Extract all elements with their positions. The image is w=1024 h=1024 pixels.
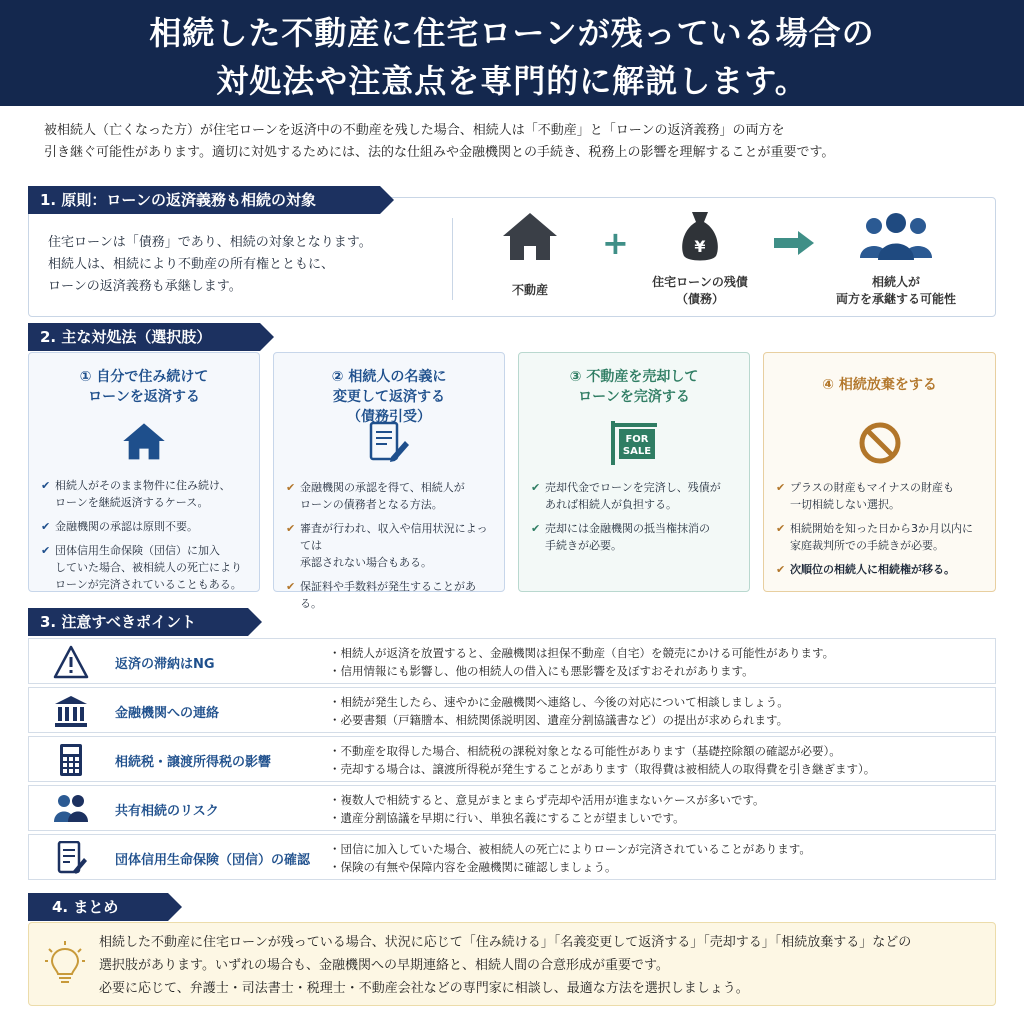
title-line: ローンを完済する	[578, 389, 690, 405]
caution-desc: ・複数人で相続すると、意見がまとまらず売却や活用が進まないケースが多いです。 ・遺産分割協議を早期に行い、単独名義にすることが望ましいです。	[329, 793, 765, 825]
option-card-1	[28, 352, 260, 592]
option-card-2	[273, 352, 505, 610]
list-item: ✔ プラスの財産もマイナスの財産も 一切相続しない選択。	[776, 479, 985, 513]
item-label: 相続人が	[871, 275, 920, 289]
page-title-line-2: 対処法や注意点を専門的に解説します。	[216, 62, 808, 100]
caution-row	[28, 638, 996, 684]
caution-row	[28, 834, 996, 880]
option-points	[41, 477, 249, 600]
intro-line: 被相続人（亡くなった方）が住宅ローンを返済中の不動産を残した場合、相続人は「不動産」と「ローンの返済義務」の両方を	[44, 123, 785, 138]
section3-heading: 3. 注意すべきポイント	[28, 608, 248, 636]
section1-divider	[452, 218, 453, 300]
caution-desc: ・団信に加入していた場合、被相続人の死亡によりローンが完済されていることがあります。 ・保険の有無や保障内容を金融機関に確認しましょう。	[329, 842, 811, 874]
prohibited-icon	[858, 421, 902, 469]
section1-item-heir	[826, 274, 966, 308]
caution-title: 金融機関への連絡	[115, 706, 220, 721]
list-item: ✔ 相続開始を知った日から3か月以内に 家庭裁判所での手続きが必要。	[776, 520, 985, 554]
title-line: 自分で住み続けて	[96, 369, 209, 385]
list-item: ✔ 審査が行われ、収入や信用状況によっては 承認されない場合もある。	[286, 520, 494, 571]
warning-icon	[53, 645, 89, 679]
option-points	[531, 479, 739, 561]
section1-item-loan	[635, 274, 765, 308]
caution-title: 団体信用生命保険（団信）の確認	[115, 853, 311, 868]
caution-desc: ・相続人が返済を放置すると、金融機関は担保不動産（自宅）を競売にかける可能性があります。 ・信用情報にも影響し、他の相続人の借入にも悪影響を及ぼすおそれがあります。	[329, 646, 835, 678]
item-label: 住宅ローンの残債	[652, 275, 748, 289]
section1-text-line: ローンの返済義務も承継します。	[48, 279, 242, 294]
list-item: ✔ 相続人がそのまま物件に住み続け、 ローンを継続返済するケース。	[41, 477, 249, 511]
arrow-right-icon	[772, 230, 816, 260]
title-line: 変更して返済する	[333, 389, 445, 405]
section1-item-real-estate	[480, 282, 580, 299]
plus-sign: +	[602, 224, 629, 262]
summary-line: 選択肢があります。いずれの場合も、金融機関への早期連絡と、相続人間の合意形成が重要です。	[99, 958, 669, 973]
caution-title: 共有相続のリスク	[115, 804, 219, 819]
list-item: ✔ 次順位の相続人に相続権が移る。	[776, 561, 985, 578]
document-icon	[367, 421, 411, 469]
yen-mark: ¥	[694, 237, 706, 256]
for-sale-sign-icon	[607, 419, 661, 469]
intro-line: 引き継ぐ可能性があります。適切に対処するためには、法的な仕組みや金融機関との手続き、税務上の影響を理解することが重要です。	[44, 145, 835, 160]
item-label: 両方を承継する可能性	[835, 292, 956, 306]
option-number: ②	[331, 369, 344, 385]
option-number: ③	[569, 369, 582, 385]
svg-text:SALE: SALE	[622, 446, 652, 457]
bank-icon	[53, 694, 89, 728]
option-card-title	[519, 367, 749, 407]
list-item: ✔ 金融機関の承認を得て、相続人が ローンの債務者となる方法。	[286, 479, 494, 513]
option-card-4	[763, 352, 996, 592]
title-line: 相続放棄をする	[838, 377, 937, 393]
money-bag-icon	[678, 208, 722, 268]
caution-title: 返済の滞納はNG	[115, 657, 215, 672]
item-label: （債務）	[675, 292, 724, 306]
caution-desc: ・相続が発生したら、速やかに金融機関へ連絡し、今後の対応について相談しましょう。 ・必要書類（戸籍謄本、相続関係説明図、遺産分割協議書など）の提出が求められます。	[329, 695, 789, 727]
page-header	[0, 0, 1024, 106]
house-icon	[500, 210, 560, 266]
summary-line: 必要に応じて、弁護士・司法書士・税理士・不動産会社などの専門家に相談し、最適な方法を選択しましょう。	[99, 981, 749, 996]
list-item: ✔ 売却代金でローンを完済し、残債が あれば相続人が負担する。	[531, 479, 739, 513]
summary-text	[99, 931, 911, 1000]
summary-line: 相続した不動産に住宅ローンが残っている場合、状況に応じて「住み続ける」「名義変更して返済する」「売却する」「相続放棄する」などの	[99, 935, 912, 950]
lightbulb-icon	[45, 941, 85, 989]
people-icon	[858, 212, 934, 266]
section1-heading: 1. 原則：ローンの返済義務も相続の対象	[28, 186, 380, 214]
option-points	[286, 479, 494, 619]
caution-row	[28, 785, 996, 831]
option-number: ①	[79, 369, 92, 385]
section1-text	[48, 232, 372, 298]
caution-row	[28, 687, 996, 733]
title-line: ローンを返済する	[88, 389, 200, 405]
title-line: 相続人の名義に	[348, 369, 447, 385]
list-item: ✔ 団体信用生命保険（団信）に加入 していた場合、被相続人の死亡により ローンが完済されていることもある。	[41, 542, 249, 593]
option-card-title	[764, 375, 995, 395]
caution-title: 相続税・譲渡所得税の影響	[115, 755, 272, 770]
option-card-title	[29, 367, 259, 407]
svg-text:FOR: FOR	[625, 434, 649, 445]
option-number: ④	[822, 377, 834, 393]
option-card-3	[518, 352, 750, 592]
item-label: 不動産	[511, 283, 548, 297]
document-icon	[53, 841, 89, 875]
section1-text-line: 住宅ローンは「債務」であり、相続の対象となります。	[48, 235, 372, 250]
title-line: （債務引受）	[347, 409, 431, 425]
page-title-line-1: 相続した不動産に住宅ローンが残っている場合の	[149, 14, 875, 52]
caution-row	[28, 736, 996, 782]
calculator-icon	[53, 743, 89, 777]
list-item: ✔ 保証料や手数料が発生することがある。	[286, 578, 494, 612]
list-item: ✔ 売却には金融機関の抵当権抹消の 手続きが必要。	[531, 520, 739, 554]
house-icon	[121, 421, 167, 465]
summary-box	[28, 922, 996, 1006]
title-line: 不動産を売却して	[586, 369, 699, 385]
option-points	[776, 479, 985, 585]
list-item: ✔ 金融機関の承認は原則不要。	[41, 518, 249, 535]
caution-desc: ・不動産を取得した場合、相続税の課税対象となる可能性があります（基礎控除額の確認が必要）。 ・売却する場合は、譲渡所得税が発生することがあります（取得費は被相続人の取得費を引き継ぎます）。	[329, 744, 876, 776]
intro-paragraph	[44, 120, 994, 164]
section1-text-line: 相続人は、相続により不動産の所有権とともに、	[48, 257, 335, 272]
people-icon	[53, 792, 89, 826]
section2-heading: 2. 主な対処法（選択肢）	[28, 323, 260, 351]
section4-heading: 4. まとめ	[28, 893, 168, 921]
option-card-title	[274, 367, 504, 427]
